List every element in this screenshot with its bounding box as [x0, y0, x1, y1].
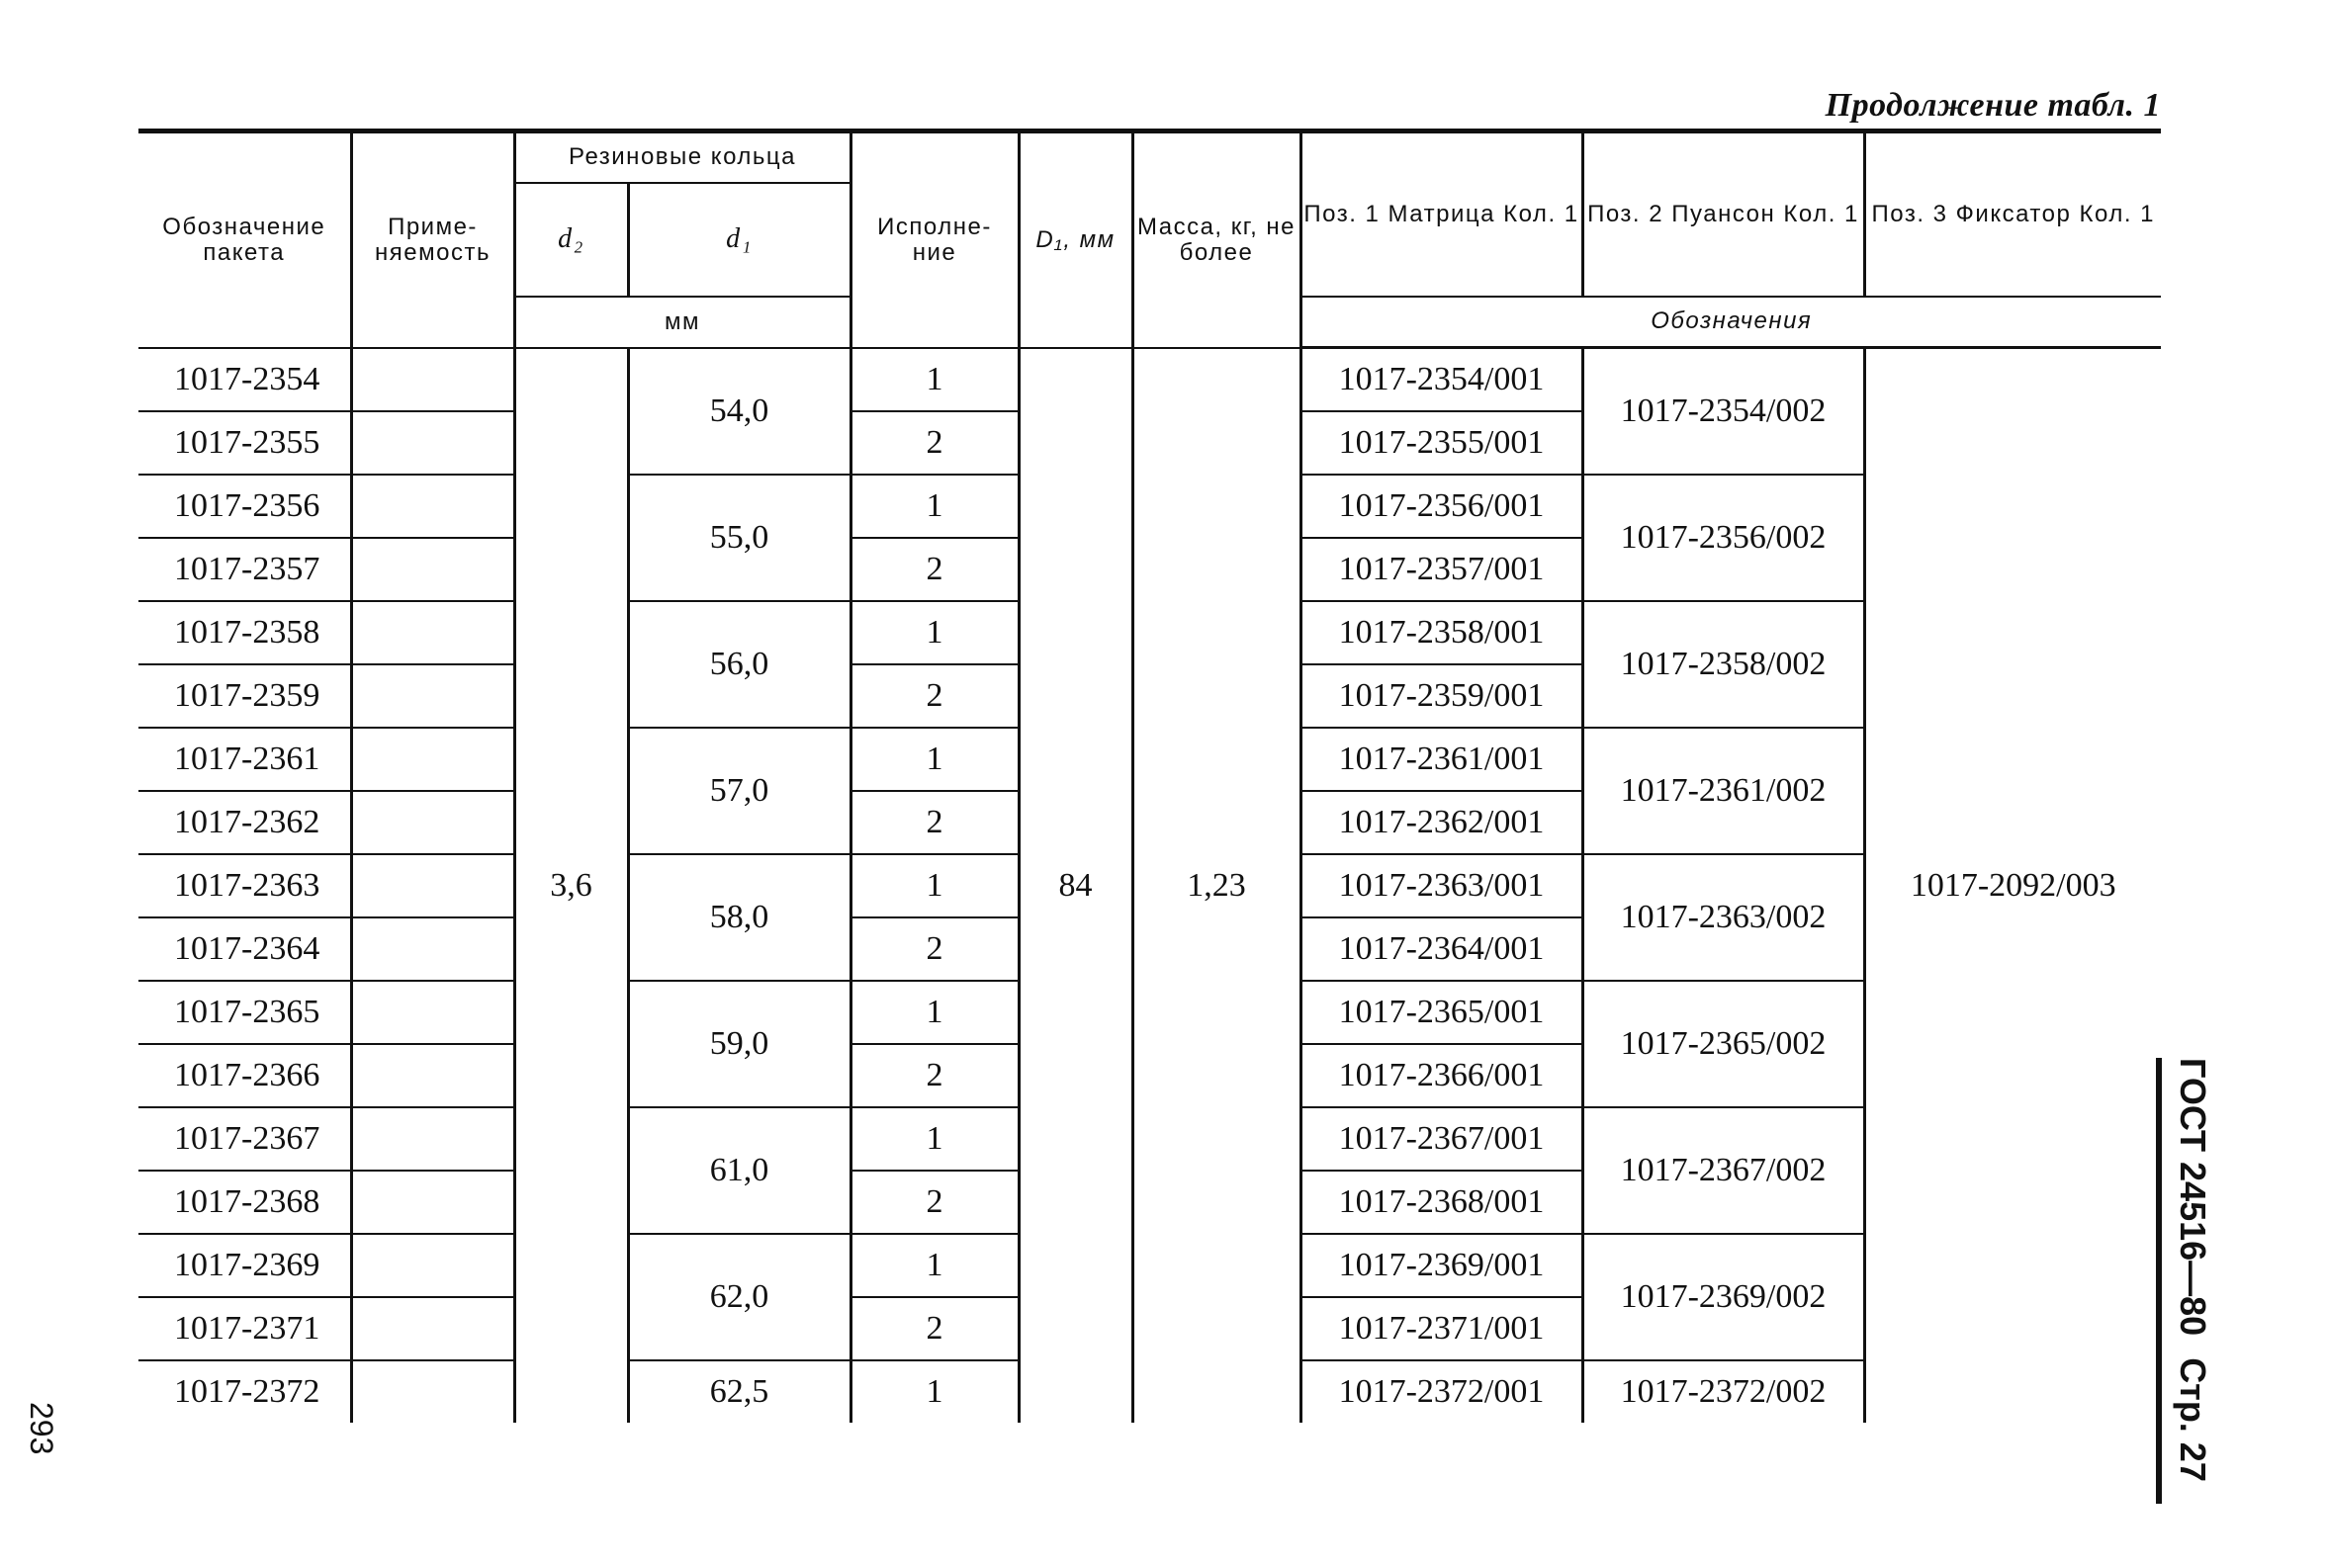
package-code-cell: 1017-2367: [138, 1107, 351, 1171]
package-code-cell: 1017-2363: [138, 854, 351, 917]
table-caption: Продолжение табл. 1: [1825, 87, 2161, 124]
punch-cell: 1017-2369/002: [1582, 1234, 1864, 1360]
matrix-cell: 1017-2366/001: [1300, 1044, 1582, 1107]
package-code-cell: 1017-2368: [138, 1171, 351, 1234]
execution-cell: 2: [850, 1044, 1019, 1107]
D1-cell: 84: [1019, 348, 1132, 1424]
applicability-cell: [351, 791, 514, 854]
execution-cell: 1: [850, 601, 1019, 664]
applicability-cell: [351, 981, 514, 1044]
execution-cell: 2: [850, 791, 1019, 854]
applicability-cell: [351, 601, 514, 664]
punch-cell: 1017-2361/002: [1582, 728, 1864, 854]
punch-cell: 1017-2356/002: [1582, 475, 1864, 601]
matrix-cell: 1017-2364/001: [1300, 917, 1582, 981]
matrix-cell: 1017-2356/001: [1300, 475, 1582, 538]
matrix-cell: 1017-2361/001: [1300, 728, 1582, 791]
header-applicability: Приме- няемость: [351, 131, 514, 348]
header-rubber-rings: Резиновые кольца: [514, 131, 850, 183]
package-code-cell: 1017-2371: [138, 1297, 351, 1360]
matrix-cell: 1017-2367/001: [1300, 1107, 1582, 1171]
package-code-cell: 1017-2355: [138, 411, 351, 475]
execution-cell: 1: [850, 348, 1019, 412]
execution-cell: 1: [850, 1234, 1019, 1297]
execution-cell: 2: [850, 1171, 1019, 1234]
standard-page: Стр. 27: [2173, 1357, 2213, 1482]
header-d2: d₂: [514, 183, 628, 297]
header-designation: Обозначение пакета: [138, 131, 351, 348]
header-mass: Масса, кг, не более: [1132, 131, 1300, 348]
execution-cell: 2: [850, 917, 1019, 981]
d1-cell: 55,0: [628, 475, 850, 601]
execution-cell: 2: [850, 664, 1019, 728]
d1-cell: 58,0: [628, 854, 850, 981]
matrix-cell: 1017-2363/001: [1300, 854, 1582, 917]
punch-cell: 1017-2367/002: [1582, 1107, 1864, 1234]
package-code-cell: 1017-2354: [138, 348, 351, 412]
package-code-cell: 1017-2357: [138, 538, 351, 601]
applicability-cell: [351, 917, 514, 981]
header-d1: d₁: [628, 183, 850, 297]
package-code-cell: 1017-2358: [138, 601, 351, 664]
matrix-cell: 1017-2355/001: [1300, 411, 1582, 475]
matrix-cell: 1017-2362/001: [1300, 791, 1582, 854]
package-code-cell: 1017-2369: [138, 1234, 351, 1297]
punch-cell: 1017-2354/002: [1582, 348, 1864, 476]
standard-side-label: [2156, 1058, 2213, 1504]
matrix-cell: 1017-2368/001: [1300, 1171, 1582, 1234]
header-pos3: Поз. 3 Фиксатор Кол. 1: [1864, 131, 2161, 297]
applicability-cell: [351, 475, 514, 538]
execution-cell: 1: [850, 1360, 1019, 1423]
d1-cell: 54,0: [628, 348, 850, 476]
applicability-cell: [351, 538, 514, 601]
package-code-cell: 1017-2362: [138, 791, 351, 854]
applicability-cell: [351, 1044, 514, 1107]
d1-cell: 57,0: [628, 728, 850, 854]
matrix-cell: 1017-2371/001: [1300, 1297, 1582, 1360]
matrix-cell: 1017-2357/001: [1300, 538, 1582, 601]
fixer-cell: 1017-2092/003: [1864, 348, 2161, 1424]
d1-cell: 59,0: [628, 981, 850, 1107]
package-code-cell: 1017-2365: [138, 981, 351, 1044]
package-code-cell: 1017-2364: [138, 917, 351, 981]
applicability-cell: [351, 664, 514, 728]
matrix-cell: 1017-2369/001: [1300, 1234, 1582, 1297]
package-code-cell: 1017-2359: [138, 664, 351, 728]
execution-cell: 2: [850, 411, 1019, 475]
execution-cell: 1: [850, 981, 1019, 1044]
header-designations-band: Обозначения: [1300, 297, 2161, 348]
header-execution: Исполне- ние: [850, 131, 1019, 348]
package-code-cell: 1017-2361: [138, 728, 351, 791]
punch-cell: 1017-2372/002: [1582, 1360, 1864, 1423]
package-code-cell: 1017-2366: [138, 1044, 351, 1107]
package-code-cell: 1017-2356: [138, 475, 351, 538]
d1-cell: 61,0: [628, 1107, 850, 1234]
matrix-cell: 1017-2354/001: [1300, 348, 1582, 412]
matrix-cell: 1017-2359/001: [1300, 664, 1582, 728]
table-row: [138, 348, 2161, 412]
punch-cell: 1017-2365/002: [1582, 981, 1864, 1107]
applicability-cell: [351, 1234, 514, 1297]
header-unit-mm: мм: [514, 297, 850, 348]
d1-cell: 62,0: [628, 1234, 850, 1360]
execution-cell: 2: [850, 538, 1019, 601]
matrix-cell: 1017-2372/001: [1300, 1360, 1582, 1423]
header-D1: D₁, мм: [1019, 131, 1132, 348]
execution-cell: 1: [850, 854, 1019, 917]
applicability-cell: [351, 1171, 514, 1234]
execution-cell: 2: [850, 1297, 1019, 1360]
applicability-cell: [351, 728, 514, 791]
table-body: [138, 348, 2161, 1424]
punch-cell: 1017-2358/002: [1582, 601, 1864, 728]
applicability-cell: [351, 411, 514, 475]
punch-cell: 1017-2363/002: [1582, 854, 1864, 981]
parts-table: [138, 129, 2161, 1423]
header-pos2: Поз. 2 Пуансон Кол. 1: [1582, 131, 1864, 297]
applicability-cell: [351, 348, 514, 412]
applicability-cell: [351, 1297, 514, 1360]
execution-cell: 1: [850, 475, 1019, 538]
execution-cell: 1: [850, 1107, 1019, 1171]
mass-cell: 1,23: [1132, 348, 1300, 1424]
applicability-cell: [351, 854, 514, 917]
page-number: 293: [24, 1402, 59, 1455]
execution-cell: 1: [850, 728, 1019, 791]
d1-cell: 62,5: [628, 1360, 850, 1423]
applicability-cell: [351, 1360, 514, 1423]
applicability-cell: [351, 1107, 514, 1171]
standard-code: ГОСТ 24516—80: [2173, 1058, 2213, 1337]
matrix-cell: 1017-2358/001: [1300, 601, 1582, 664]
d2-cell: 3,6: [514, 348, 628, 1424]
d1-cell: 56,0: [628, 601, 850, 728]
package-code-cell: 1017-2372: [174, 1373, 320, 1410]
matrix-cell: 1017-2365/001: [1300, 981, 1582, 1044]
header-pos1: Поз. 1 Матрица Кол. 1: [1300, 131, 1582, 297]
